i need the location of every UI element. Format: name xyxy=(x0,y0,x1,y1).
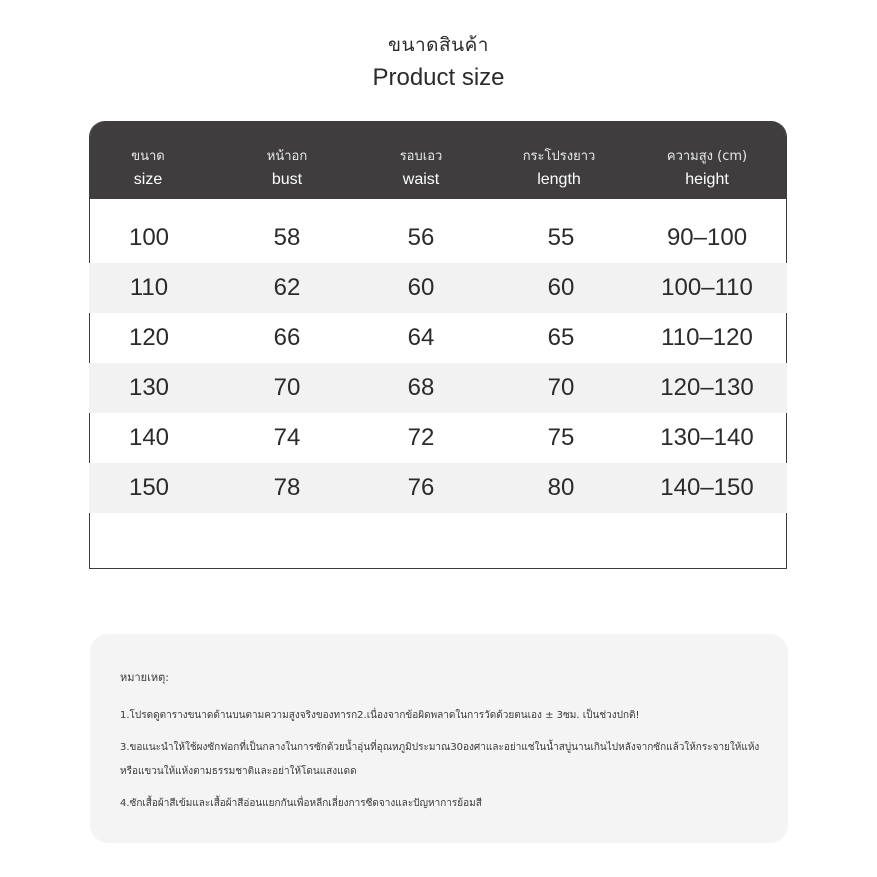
cell-length: 80 xyxy=(547,474,575,501)
header-label: height xyxy=(685,171,729,188)
note-item: 3.ขอแนะนำให้ใช้ผงซักฟอกที่เป็นกลางในการซักด้วยน้ำอุ่นที่อุณหภูมิประมาณ30องศาและอย่าแช่ในน้ำสบู่นานเกินไปหลังจากซักแล้วให้กระจายให้แห้งหรือแขวนให้แห้งตามธรรมชาติและอย่าให้โดนแสงแดด xyxy=(120,742,760,777)
table-row xyxy=(89,213,787,263)
notes-title: หมายเหตุ: xyxy=(120,671,169,684)
cell-size: 130 xyxy=(128,374,170,401)
header-label: bust xyxy=(271,171,303,188)
notes-panel xyxy=(90,634,788,843)
cell-length: 60 xyxy=(547,274,575,301)
cell-waist: 68 xyxy=(407,374,435,401)
header-size xyxy=(89,121,207,199)
table-row xyxy=(89,363,787,413)
cell-height: 140–150 xyxy=(660,474,754,501)
cell-waist: 72 xyxy=(407,424,435,451)
header-label: length xyxy=(537,171,581,188)
cell-length: 75 xyxy=(547,424,575,451)
table-row xyxy=(89,313,787,363)
cell-waist: 60 xyxy=(407,274,435,301)
cell-height: 110–120 xyxy=(661,324,753,351)
table-header xyxy=(89,121,787,199)
cell-size: 140 xyxy=(128,424,170,451)
note-item: 4.ซักเสื้อผ้าสีเข้มและเสื้อผ้าสีอ่อนแยกกันเพื่อหลีกเลี่ยงการซีดจางและปัญหาการย้อมสี xyxy=(120,798,482,809)
cell-bust: 62 xyxy=(273,274,301,301)
cell-waist: 64 xyxy=(407,324,435,351)
cell-length: 55 xyxy=(547,224,575,251)
header-label-thai: หน้าอก xyxy=(266,149,308,164)
cell-bust: 58 xyxy=(273,224,301,251)
header-length xyxy=(499,121,619,199)
cell-size: 120 xyxy=(128,324,170,351)
header-label-thai: ความสูง (cm) xyxy=(666,149,748,164)
cell-length: 70 xyxy=(547,374,575,401)
page-title-thai: ขนาดสินค้า xyxy=(388,34,489,56)
table-row xyxy=(89,263,787,313)
cell-length: 65 xyxy=(547,324,575,351)
cell-bust: 78 xyxy=(273,474,301,501)
cell-size: 100 xyxy=(128,224,170,251)
cell-height: 120–130 xyxy=(660,374,754,401)
header-bust xyxy=(227,121,347,199)
header-label-thai: กระโปรงยาว xyxy=(522,149,596,164)
cell-waist: 76 xyxy=(407,474,435,501)
page-title: Product size xyxy=(372,64,505,91)
cell-bust: 70 xyxy=(273,374,301,401)
table-row xyxy=(89,463,787,513)
header-label-thai: รอบเอว xyxy=(399,149,443,164)
note-item: 1.โปรดดูตารางขนาดด้านบนตามความสูงจริงของทารก2.เนื่องจากข้อผิดพลาดในการวัดด้วยตนเอง ± 3ซม. เป็นช่วงปกติ! xyxy=(120,710,640,721)
cell-height: 90–100 xyxy=(666,224,748,251)
header-label: waist xyxy=(402,171,440,188)
header-label-thai: ขนาด xyxy=(131,149,165,164)
header-waist xyxy=(361,121,481,199)
cell-bust: 74 xyxy=(273,424,301,451)
cell-height: 100–110 xyxy=(661,274,753,301)
cell-waist: 56 xyxy=(407,224,435,251)
cell-bust: 66 xyxy=(273,324,301,351)
cell-size: 150 xyxy=(128,474,170,501)
table-row xyxy=(89,413,787,463)
header-height xyxy=(637,121,777,199)
header-label: size xyxy=(133,171,163,188)
cell-size: 110 xyxy=(129,274,169,301)
cell-height: 130–140 xyxy=(660,424,754,451)
